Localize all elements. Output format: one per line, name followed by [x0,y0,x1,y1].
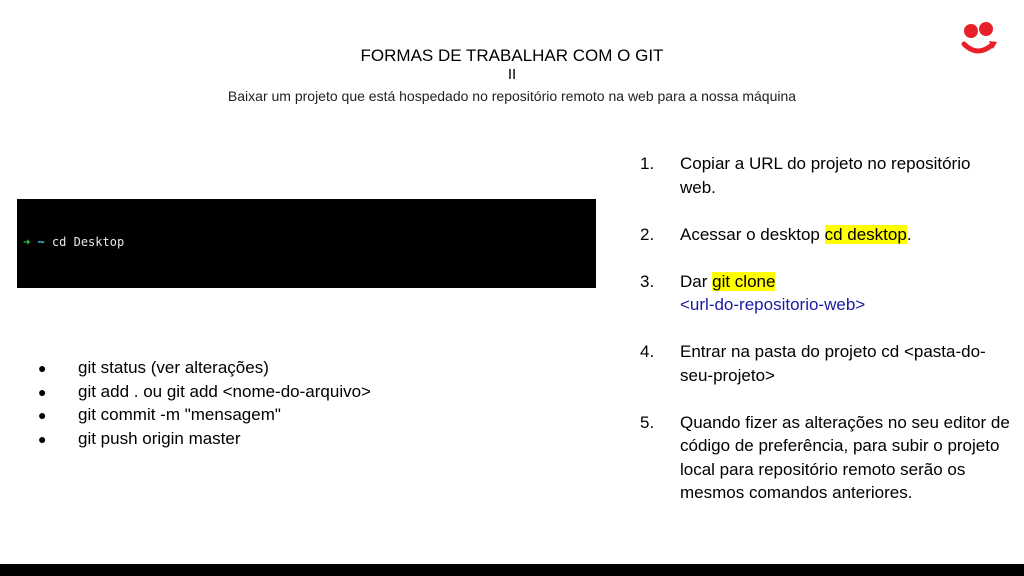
list-item-text: git commit -m "mensagem" [78,405,281,424]
highlighted-command: cd desktop [824,224,907,244]
step-number: 4. [640,342,655,361]
bottom-bar [0,564,1024,576]
bullet-icon: ● [38,360,47,376]
step-text: Dar [680,271,713,291]
title-separator: II [507,66,517,83]
terminal-command [88,287,579,288]
terminal-command: cd Desktop [44,235,125,250]
step-text: Quando fizer as alterações no seu editor de código de preferência, para subir o projeto local para repositório remoto serão os mesmos comandos anteriores. [680,412,1010,502]
step-text: Copiar a URL do projeto no repositório web. [680,154,971,197]
step-item [640,340,1010,387]
step-item [640,411,1010,505]
step-text-group [680,270,1010,317]
terminal-line [23,234,596,251]
repository-url-placeholder: <url-do-repositorio-web> [680,295,866,314]
step-item [640,270,1010,317]
step-number: 3. [640,271,655,291]
step-item [640,223,1010,247]
list-item-text: git add . ou git add <nome-do-arquivo> [78,381,371,401]
page-title: FORMAS DE TRABALHAR COM O GIT [360,46,664,65]
prompt-arrow-icon: ➜ [23,235,31,250]
list-item [38,380,371,404]
list-item [38,403,371,427]
step-text-suffix: . [906,224,912,244]
page-subtitle: Baixar um projeto que está hospedado no repositório remoto na web para a nossa máquina [227,88,797,104]
list-item [38,356,371,380]
prompt-cwd [37,287,88,288]
step-text-group [680,223,1010,247]
highlighted-command: git clone [712,271,776,291]
git-commands-list [38,356,371,450]
header [0,46,1024,106]
step-text: Entrar na pasta do projeto cd <pasta-do-seu-projeto> [680,342,986,385]
list-item-text: git push origin master [78,428,241,448]
step-number: 1. [640,154,655,173]
bullet-icon: ● [38,430,47,447]
bullet-icon: ● [38,383,47,400]
list-item [38,427,371,451]
step-text: Acessar o desktop [680,224,825,244]
prompt-cwd: ~ [37,235,45,250]
step-item [640,152,1010,199]
step-number: 5. [640,412,655,432]
terminal-screenshot [17,199,596,288]
step-number: 2. [640,224,655,244]
list-item-text: git status (ver alterações) [78,358,269,377]
steps-list [640,152,1010,528]
terminal-line [23,286,596,288]
bullet-icon: ● [38,407,47,423]
